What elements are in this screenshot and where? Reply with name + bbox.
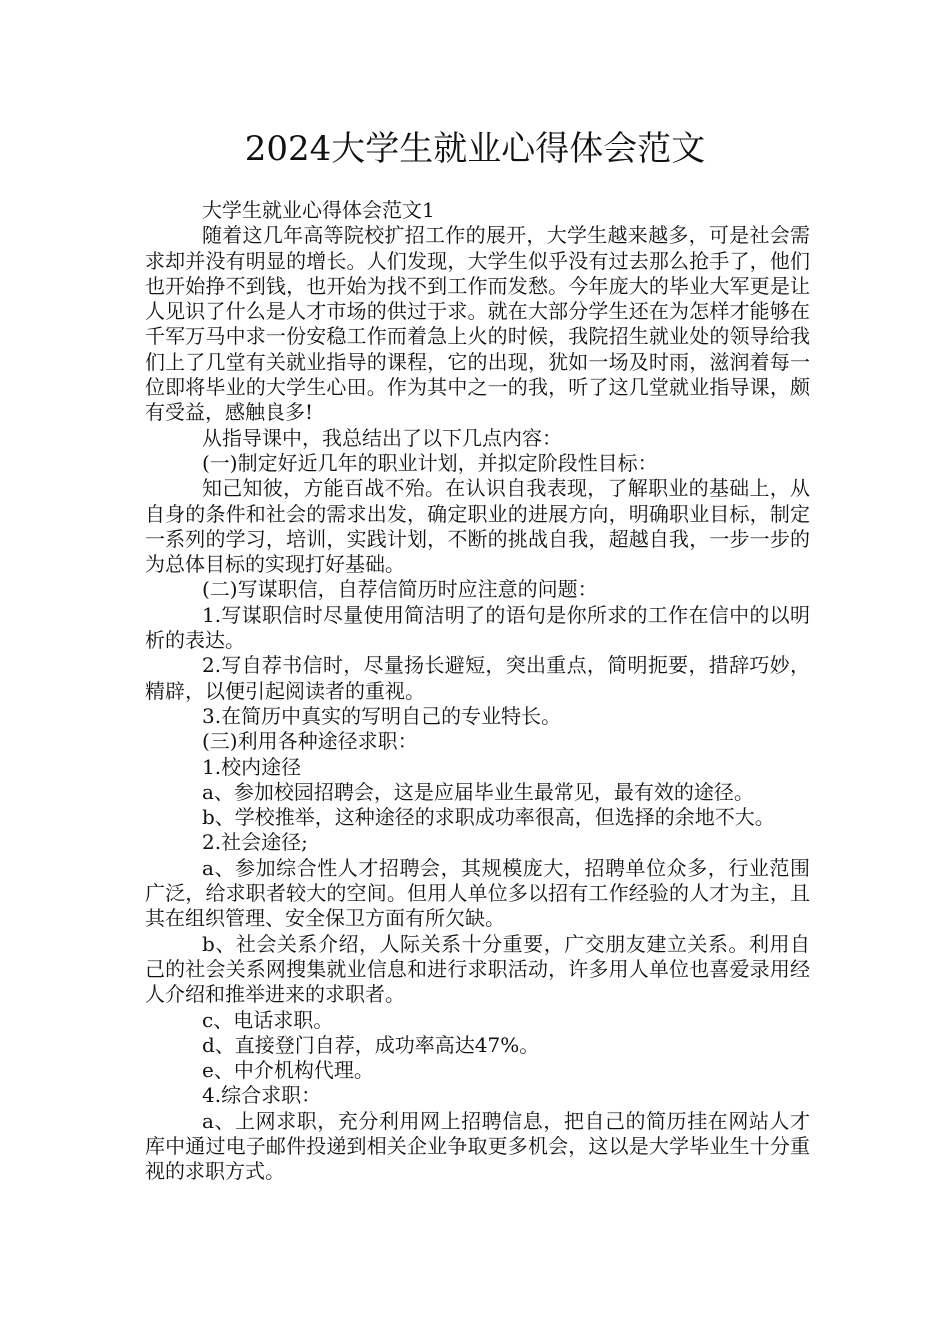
paragraph: 2.写自荐书信时，尽量扬长避短，突出重点，简明扼要，措辞巧妙，精辟，以便引起阅读者的重视。 xyxy=(145,653,810,703)
paragraph: c、电话求职。 xyxy=(202,1007,334,1032)
paragraph: b、社会关系介绍，人际关系十分重要，广交朋友建立关系。利用自己的社会关系网搜集就业信息和进行求职活动，许多用人单位也喜爱录用经人介绍和推举进来的求职者。 xyxy=(145,931,810,1007)
paragraph: 随着这几年高等院校扩招工作的展开，大学生越来越多，可是社会需求却并没有明显的增长。人们发现，大学生似乎没有过去那么抢手了，他们也开始挣不到钱，也开始为找不到工作而发愁。今年庞大的毕业大军更是让人见识了什么是人才市场的供过于求。就在大部分学生还在为怎样才能够在千军万马中求一份安稳工作而着急上火的时候，我院招生就业处的领导给我们上了几堂有关就业指导的课程，它的出现，犹如一场及时雨，滋润着每一位即将毕业的大学生心田。作为其中之一的我，听了这几堂就业指导课，颇有受益，感触良多! xyxy=(145,223,810,425)
paragraph: 1.写谋职信时尽量使用简洁明了的语句是你所求的工作在信中的以明析的表达。 xyxy=(145,602,810,653)
paragraph: a、参加校园招聘会，这是应届毕业生最常见，最有效的途径。 xyxy=(202,779,754,804)
document-body xyxy=(145,198,810,1185)
paragraph: 1.校内途径 xyxy=(202,754,302,779)
paragraph: 3.在简历中真实的写明自己的专业特长。 xyxy=(202,703,562,728)
paragraph: (三)利用各种途径求职： xyxy=(202,729,418,754)
paragraph: e、中介机构代理。 xyxy=(202,1058,374,1083)
paragraph: d、直接登门自荐，成功率高达47%。 xyxy=(202,1032,540,1057)
paragraph: 4.综合求职： xyxy=(202,1083,322,1108)
paragraph: a、上网求职，充分利用网上招聘信息，把自己的简历挂在网站人才库中通过电子邮件投递到相关企业争取更多机会，这以是大学毕业生十分重视的求职方式。 xyxy=(145,1108,810,1184)
document-title: 2024大学生就业心得体会范文 xyxy=(244,129,706,169)
paragraph: 从指导课中，我总结出了以下几点内容： xyxy=(202,425,562,450)
paragraph: 知己知彼，方能百战不殆。在认识自我表现，了解职业的基础上，从自身的条件和社会的需求出发，确定职业的进展方向，明确职业目标，制定一系列的学习，培训，实践计划，不断的挑战自我，超越自我，一步一步的为总体目标的实现打好基础。 xyxy=(145,476,810,577)
section-heading: 大学生就业心得体会范文1 xyxy=(202,198,435,222)
paragraph: (一)制定好近几年的职业计划，并拟定阶段性目标： xyxy=(202,450,658,475)
paragraph: a、参加综合性人才招聘会，其规模庞大，招聘单位众多，行业范围广泛，给求职者较大的空间。但用人单位多以招有工作经验的人才为主，且其在组织管理、安全保卫方面有所欠缺。 xyxy=(145,855,810,931)
paragraph: (二)写谋职信，自荐信简历时应注意的问题： xyxy=(202,577,598,602)
paragraph: 2.社会途径; xyxy=(202,830,308,855)
paragraph: b、学校推举，这种途径的求职成功率很高，但选择的余地不大。 xyxy=(202,805,775,830)
